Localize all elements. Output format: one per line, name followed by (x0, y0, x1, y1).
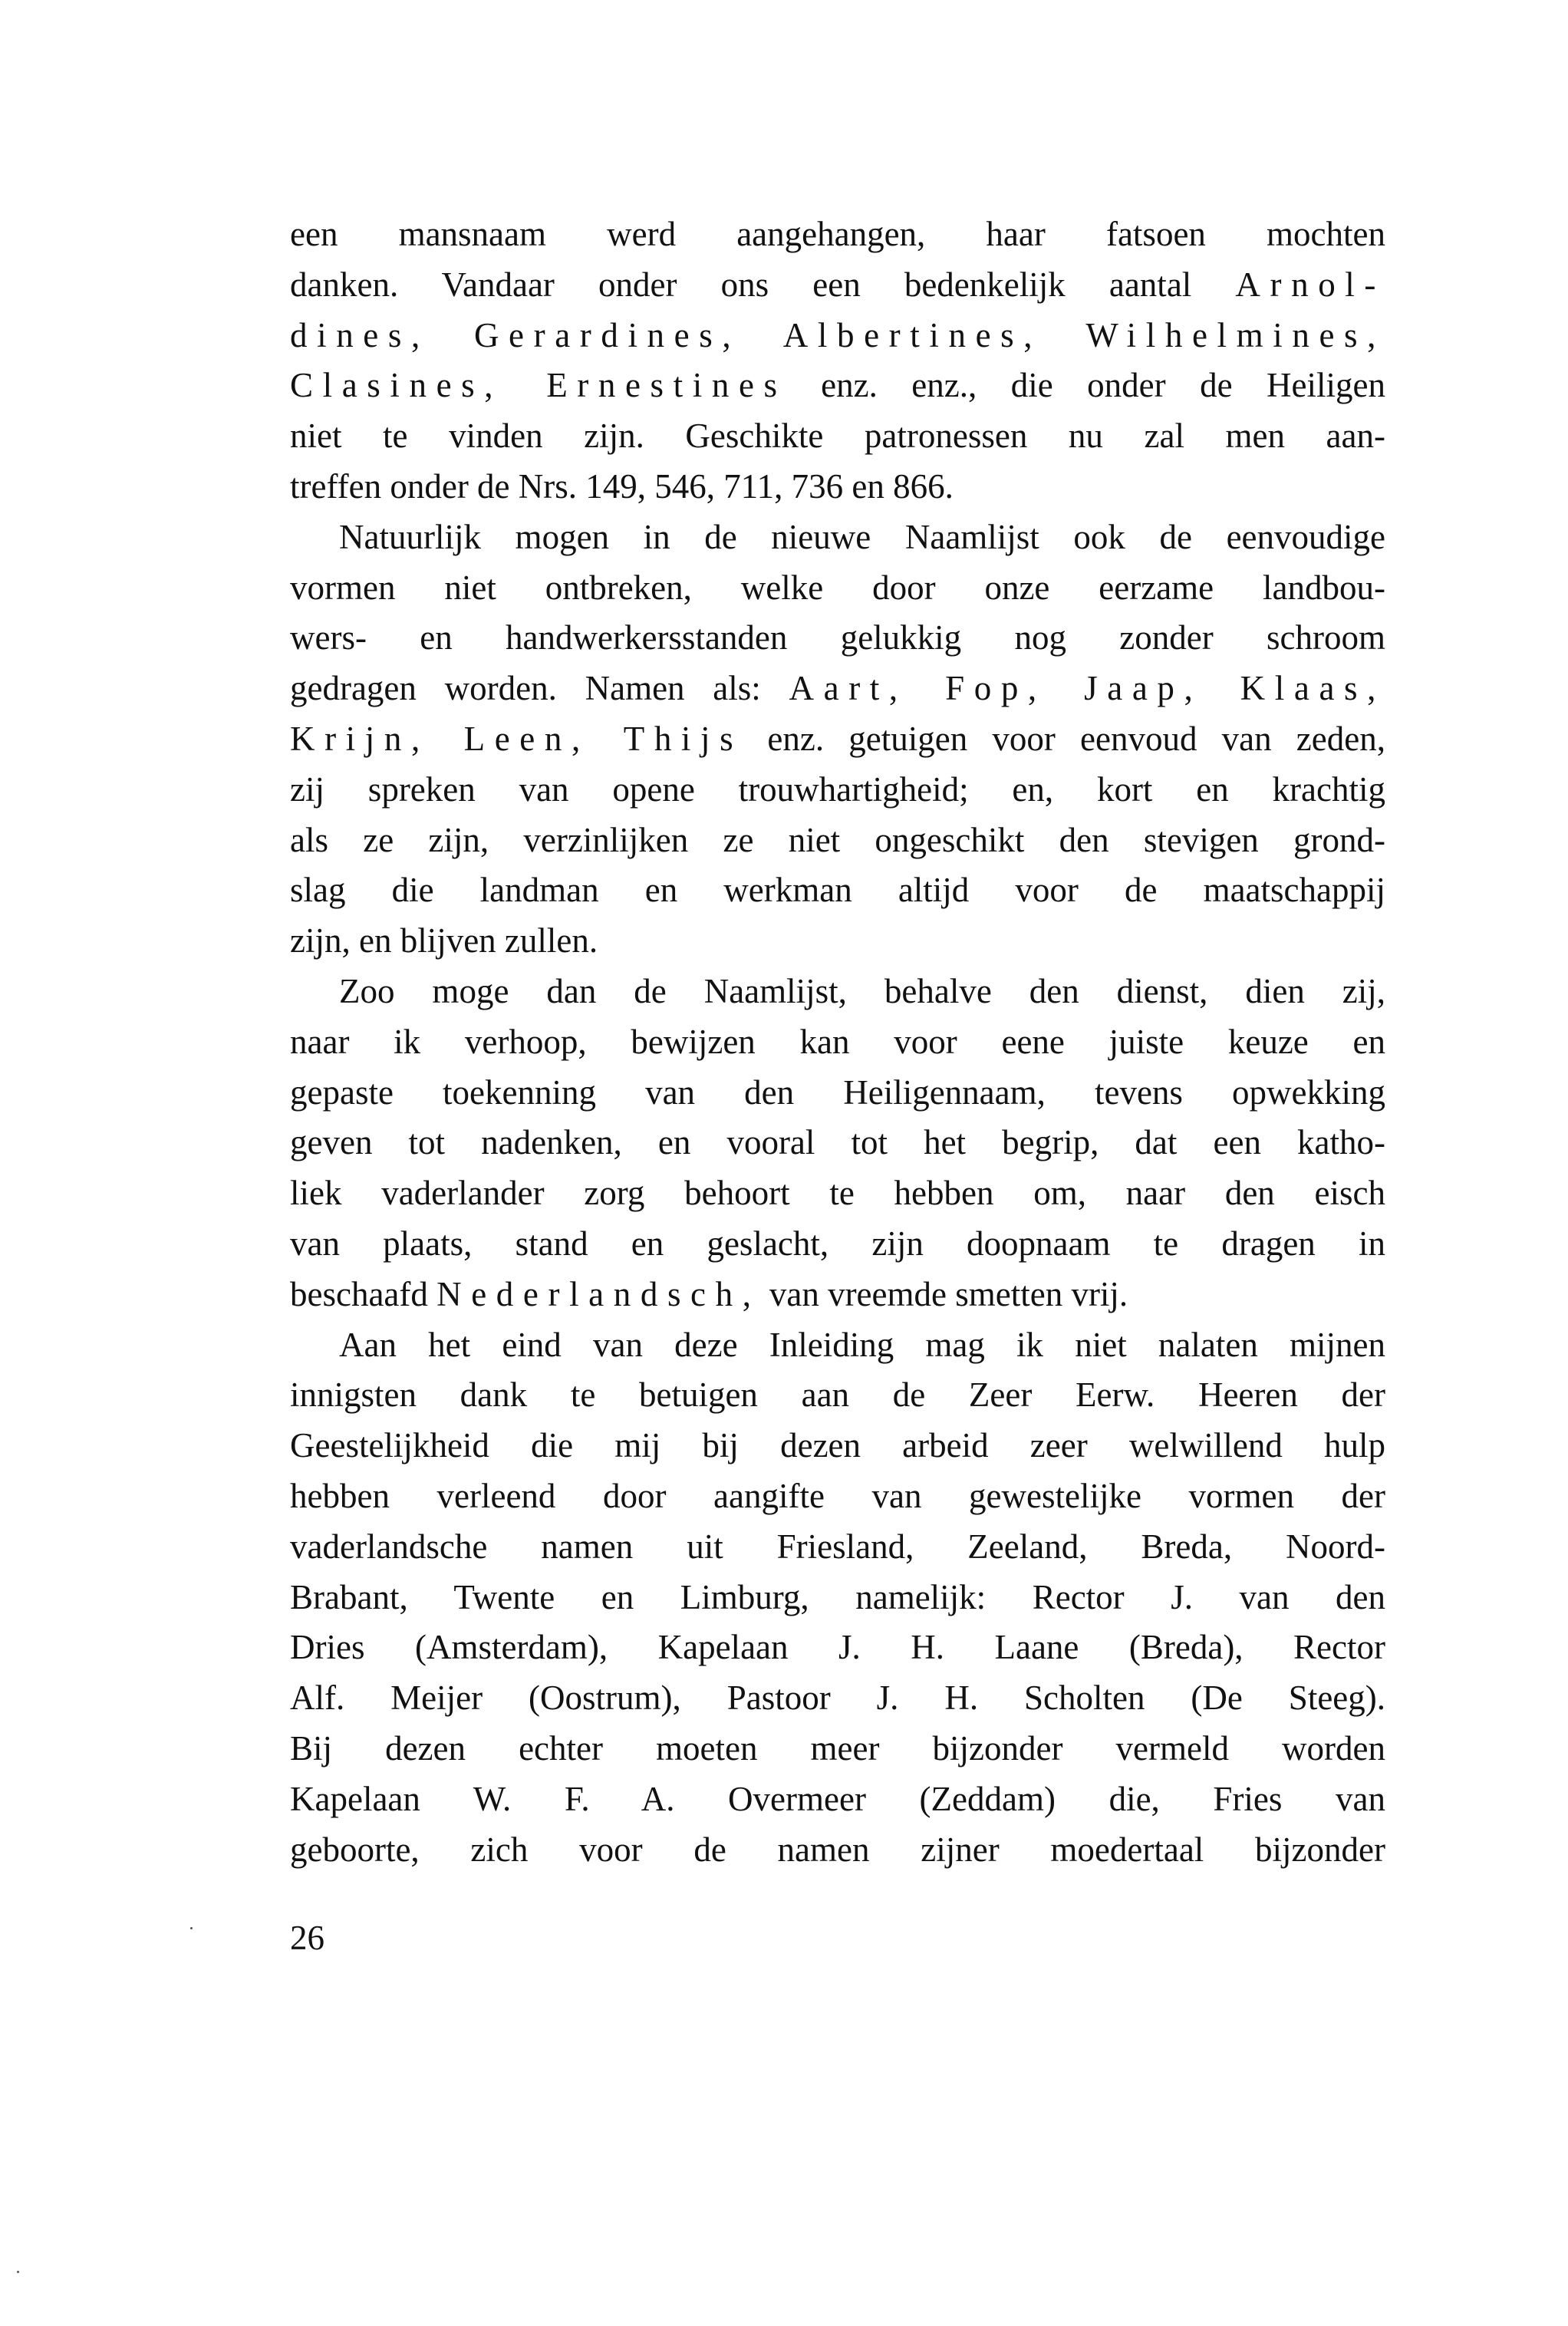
text-line (290, 967, 1385, 1017)
text-line (290, 462, 1385, 512)
text-line (290, 664, 1385, 714)
text-run: Natuurlijk mogen in de nieuwe Naamlijst ook de eenvoudige (339, 517, 1385, 556)
text-run: vormen niet ontbreken, welke door onze eerzame landbou- (290, 568, 1385, 607)
text-line (290, 563, 1385, 614)
spaced-text: Aart, Fop, Jaap, Klaas, (789, 669, 1385, 708)
spaced-text: Clasines, Ernestines (290, 366, 787, 405)
text-run: Bij dezen echter moeten meer bijzonder vermeld worden (290, 1728, 1385, 1768)
text-line (290, 1118, 1385, 1168)
text-run: van vreemde smetten vrij. (760, 1274, 1128, 1313)
spaced-text: Krijn, Leen, Thijs (290, 719, 743, 758)
text-line (290, 209, 1385, 260)
text-run: van plaats, stand en geslacht, zijn doopnaam te dragen in (290, 1224, 1385, 1263)
text-run: een mansnaam werd aangehangen, haar fatsoen mochten (290, 215, 1385, 253)
text-run: treffen onder de Nrs. 149, 546, 711, 736 en 866. (290, 466, 954, 506)
text-run: slag die landman en werkman altijd voor de maatschappij (290, 871, 1385, 910)
text-run: enz. getuigen voor eenvoud van zeden, (743, 719, 1385, 758)
text-run: zij spreken van opene trouwhartigheid; en, kort en krachtig (290, 769, 1385, 809)
text-run: Dries (Amsterdam), Kapelaan J. H. Laane (Breda), Rector (290, 1628, 1385, 1667)
page-number: 26 (290, 1919, 324, 1957)
text-line (290, 1017, 1385, 1068)
text-run: beschaafd (290, 1274, 437, 1313)
text-run: wers- en handwerkersstanden gelukkig nog zonder schroom (290, 618, 1385, 657)
paragraph (290, 209, 1385, 512)
text-line (290, 512, 1385, 563)
text-run: vaderlandsche namen uit Friesland, Zeeland, Breda, Noord- (290, 1527, 1385, 1566)
text-run: Zoo moge dan de Naamlijst, behalve den dienst, dien zij, (339, 971, 1385, 1010)
text-line (290, 1724, 1385, 1774)
text-run: gepaste toekenning van den Heiligennaam, tevens opwekking (290, 1072, 1385, 1112)
text-line (290, 613, 1385, 664)
text-line (290, 1320, 1385, 1371)
text-run: enz. enz., die onder de Heiligen (786, 366, 1385, 405)
text-line (290, 1522, 1385, 1573)
text-run: niet te vinden zijn. Geschikte patronessen nu zal men aan- (290, 417, 1385, 456)
text-line (290, 1068, 1385, 1119)
text-run: liek vaderlander zorg behoort te hebben om, naar den eisch (290, 1174, 1385, 1213)
text-run: naar ik verhoop, bewijzen kan voor eene juiste keuze en (290, 1022, 1385, 1061)
text-line (290, 1573, 1385, 1623)
text-line (290, 1825, 1385, 1876)
text-line (290, 1219, 1385, 1270)
spaced-text: Arnol- (1235, 265, 1385, 304)
text-line (290, 815, 1385, 866)
speck (17, 2271, 19, 2273)
paragraph (290, 1320, 1385, 1876)
paragraph (290, 967, 1385, 1320)
text-run: Brabant, Twente en Limburg, namelijk: Rector J. van den (290, 1577, 1385, 1616)
paragraph (290, 512, 1385, 967)
spaced-text: Nederlandsch, (436, 1274, 761, 1313)
text-line (290, 411, 1385, 462)
text-run: zijn, en blijven zullen. (290, 921, 598, 960)
text-line (290, 1370, 1385, 1421)
text-run: innigsten dank te betuigen aan de Zeer Eerw. Heeren der (290, 1376, 1385, 1415)
text-run: als ze zijn, verzinlijken ze niet ongeschikt den stevigen grond- (290, 820, 1385, 859)
text-line (290, 1421, 1385, 1471)
text-line (290, 311, 1385, 361)
text-line (290, 865, 1385, 916)
text-line (290, 1168, 1385, 1219)
text-line (290, 1774, 1385, 1825)
text-line (290, 1623, 1385, 1673)
text-line (290, 916, 1385, 967)
text-run: Alf. Meijer (Oostrum), Pastoor J. H. Scholten (De Steeg). (290, 1679, 1385, 1718)
spaced-text: dines, Gerardines, Albertines, Wilhelmines, (290, 315, 1385, 354)
text-line (290, 765, 1385, 815)
text-line (290, 1673, 1385, 1724)
text-run: Geestelijkheid die mij bij dezen arbeid zeer welwillend hulp (290, 1426, 1385, 1465)
text-run: danken. Vandaar onder ons een bedenkelijk aantal (290, 265, 1236, 304)
text-run: Aan het eind van deze Inleiding mag ik niet nalaten mijnen (339, 1325, 1385, 1364)
text-line (290, 260, 1385, 311)
text-line (290, 1270, 1385, 1320)
text-line (290, 1471, 1385, 1522)
text-run: gedragen worden. Namen als: (290, 669, 789, 708)
text-run: hebben verleend door aangifte van gewestelijke vormen der (290, 1476, 1385, 1515)
text-run: Kapelaan W. F. A. Overmeer (Zeddam) die, Fries van (290, 1779, 1385, 1818)
text-run: geven tot nadenken, en vooral tot het begrip, dat een katho- (290, 1123, 1385, 1162)
body-text (290, 209, 1385, 1875)
text-run: geboorte, zich voor de namen zijner moedertaal bijzonder (290, 1830, 1385, 1869)
text-line (290, 714, 1385, 765)
text-line (290, 361, 1385, 411)
speck (190, 1927, 193, 1929)
